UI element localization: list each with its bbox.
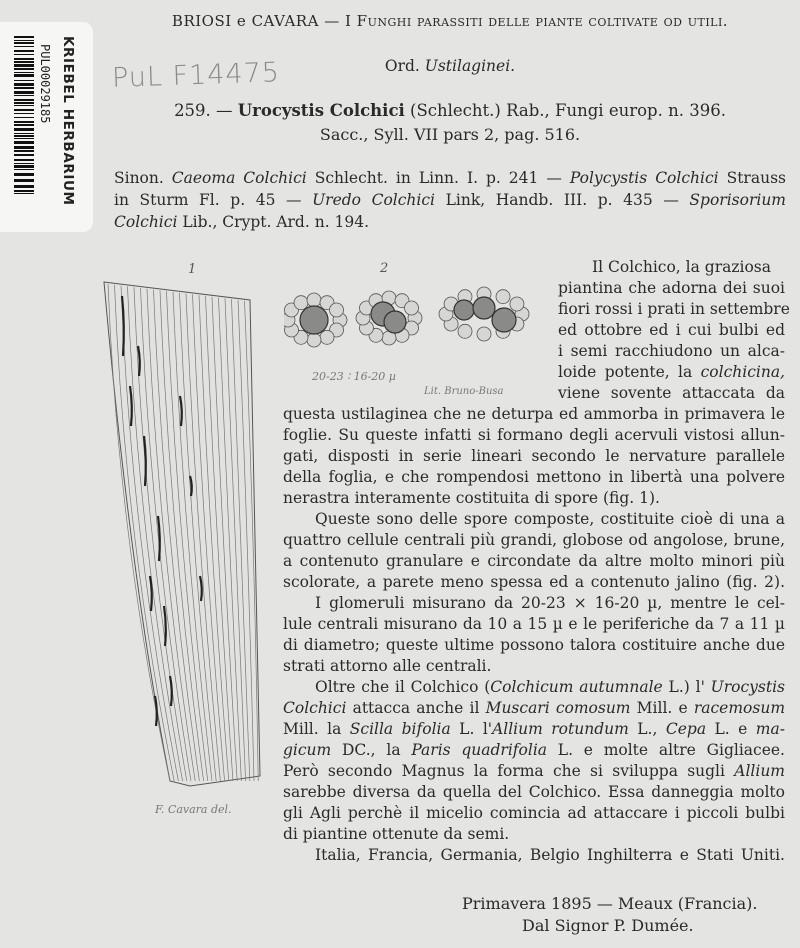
body-p1-line-9: foglie. Su queste infatti si formano degli acervuli vistosi allun- [283, 426, 785, 444]
herbarium-name: KRIEBEL HERBARIUM [60, 36, 76, 206]
body-p1-line-11: della foglia, e che rompendosi mettono in libertà una polvere [283, 468, 785, 486]
body-p2-line-1: Queste sono delle spore composte, costituite cioè di una a [315, 510, 785, 528]
header-series: — I Funghi parassiti delle piante coltivate od utili. [324, 12, 729, 30]
figure-1-leaf-illustration [100, 276, 270, 796]
body-p4-line-2: Colchici attacca anche il Muscari comosum Mill. e racemosum [283, 699, 786, 717]
body-p1-line-3: fiori rossi i prati in settembre [558, 300, 790, 318]
species-reference: Sacc., Syll. VII pars 2, pag. 516. [319, 125, 581, 144]
body-p3-line-3: di diametro; queste ultime possono talora costituire anche due [283, 636, 785, 654]
body-p1-line-4: ed ottobre ed i cui bulbi ed [558, 321, 785, 339]
body-p3-line-4: strati attorno alle centrali. [283, 657, 492, 675]
body-p1-line-8: questa ustilaginea che ne deturpa ed ammorba in primavera le [283, 405, 785, 423]
figure-2-scale: 20-23 ∶ 16-20 µ [312, 370, 396, 383]
body-p2-line-4: scolorate, a parete meno spessa ed a contenuto jalino (fig. 2). [283, 573, 785, 591]
page-header [100, 11, 800, 32]
body-p2-line-3: a contenuto granulare e circondate da altre molto minori più [283, 552, 785, 570]
figure-1-label: 1 [188, 262, 197, 277]
body-p2-line-2: quattro cellule centrali più grandi, globose od angolose, brune, [283, 531, 785, 549]
order-line: Ord. Ustilaginei. [384, 57, 516, 75]
body-p1-line-2: piantina che adorna dei suoi [558, 279, 785, 297]
body-p4-line-1: Oltre che il Colchico (Colchicum autumnale L.) l' Urocystis [315, 678, 785, 696]
barcode [14, 36, 34, 196]
body-p1-line-10: gati, disposti in serie lineari secondo le nervature parallele [283, 447, 785, 465]
body-p3-line-1: I glomeruli misurano da 20-23 × 16-20 µ, mentre le cel- [315, 594, 785, 612]
body-p4-line-6: sarebbe diversa da quella del Colchico. Essa danneggia molto [283, 783, 785, 801]
synonyms-line-1: Sinon. Caeoma Colchici Schlecht. in Linn. I. p. 241 — Polycystis Colchici Strauss [114, 169, 786, 187]
handwritten-accession: PuL F14475 [111, 57, 281, 94]
body-p4-line-4: gicum DC., la Paris quadrifolia L. e molte altre Gigliacee. [283, 741, 785, 759]
body-p1-line-6: loide potente, la colchicina, [558, 363, 785, 381]
body-p1-line-5: i semi racchiudono un alca- [558, 342, 785, 360]
species-title: 259. — Urocystis Colchici (Schlecht.) Rab., Fungi europ. n. 396. [174, 101, 726, 120]
body-p3-line-2: lule centrali misurano da 10 a 15 µ e le periferiche da 7 a 11 µ [283, 615, 785, 633]
collection-date-place: Primavera 1895 — Meaux (Francia). [462, 894, 758, 913]
synonyms-line-2: in Sturm Fl. p. 45 — Uredo Colchici Link, Handb. III. p. 435 — Sporisorium [114, 191, 786, 209]
figure-1-signature: F. Cavara del. [155, 803, 232, 816]
body-p1-line-12: nerastra interamente costituita di spore (fig. 1). [283, 489, 660, 507]
body-p1-line-7: viene sovente attaccata da [558, 384, 785, 402]
body-p4-line-3: Mill. la Scilla bifolia L. l'Allium rotundum L., Cepa L. e ma- [283, 720, 785, 738]
synonyms-line-3: Colchici Lib., Crypt. Ard. n. 194. [114, 213, 370, 231]
herbarium-label [0, 22, 93, 232]
body-p4-line-7: gli Agli perchè il micelio comincia ad attaccare i piccoli bulbi [283, 804, 785, 822]
figure-2-label: 2 [380, 261, 389, 276]
distribution: Italia, Francia, Germania, Belgio Inghilterra e Stati Uniti. [315, 846, 785, 864]
species-name: Urocystis Colchici [237, 101, 405, 120]
order-name: Ustilaginei. [424, 57, 516, 75]
figure-2-lithographer: Lit. Bruno-Busa [424, 386, 504, 397]
barcode-number: PUL00029185 [38, 44, 52, 124]
collection-collector: Dal Signor P. Dumée. [522, 916, 694, 935]
body-p1-line-1: Il Colchico, la graziosa [592, 258, 771, 276]
header-authors: BRIOSI e CAVARA [171, 12, 319, 30]
figure-2-spore-illustration [284, 280, 554, 360]
body-p4-line-8: di piantine ottenute da semi. [283, 825, 510, 843]
body-p4-line-5: Però secondo Magnus la forma che si sviluppa sugli Allium [283, 762, 785, 780]
